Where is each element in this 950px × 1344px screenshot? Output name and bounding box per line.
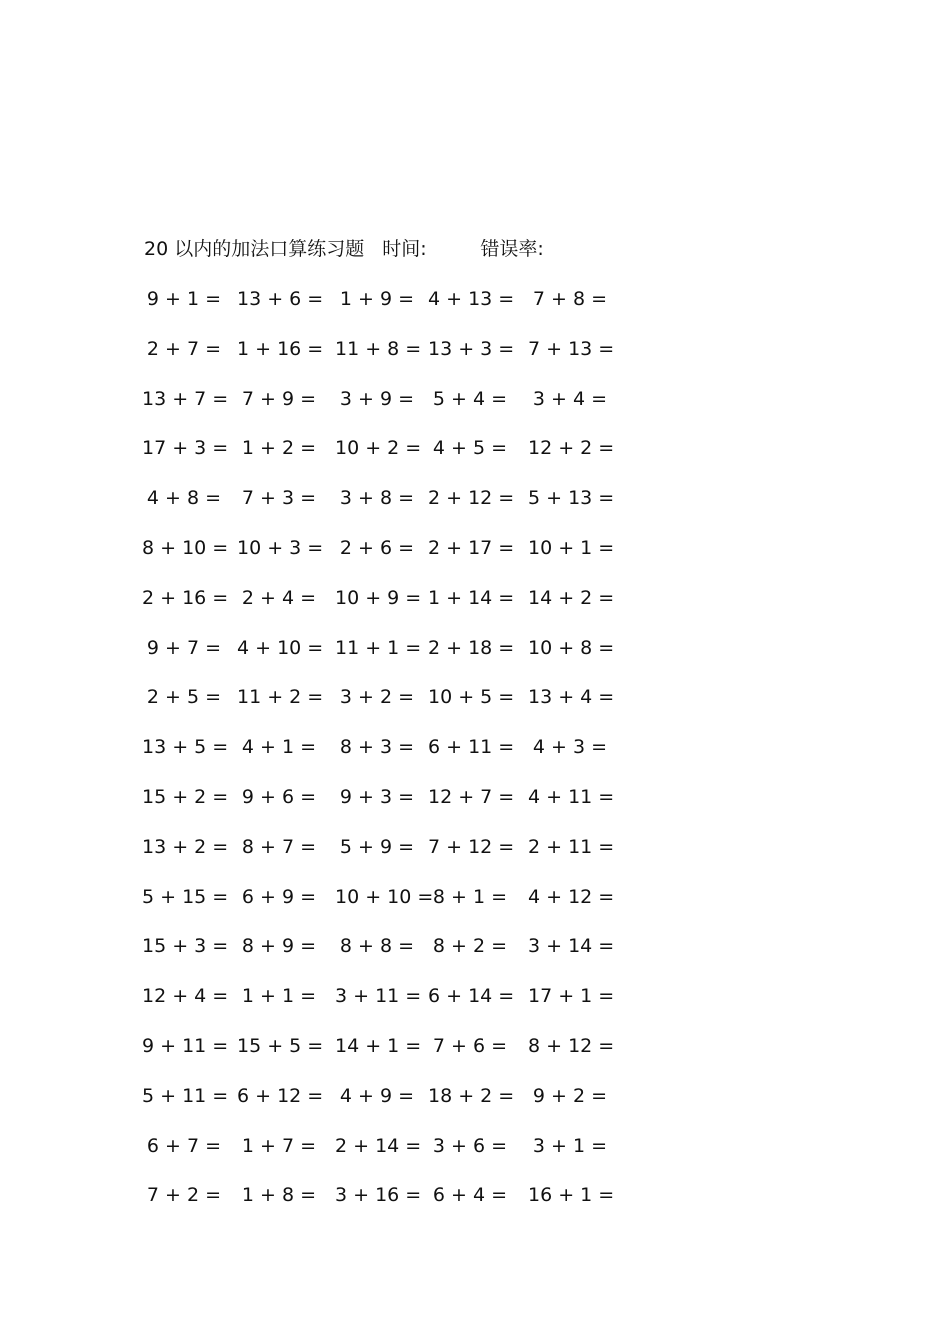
problem-item: 1 + 9 = xyxy=(339,288,415,310)
problem-row xyxy=(0,384,950,414)
problem-item: 3 + 11 = xyxy=(335,985,422,1007)
problem-item: 2 + 16 = xyxy=(142,587,229,609)
problem-item: 15 + 3 = xyxy=(142,935,229,957)
problem-item: 13 + 5 = xyxy=(142,736,229,758)
problem-item: 4 + 1 = xyxy=(241,736,317,758)
problem-row xyxy=(0,483,950,513)
problem-item: 3 + 6 = xyxy=(432,1135,508,1157)
problem-item: 1 + 8 = xyxy=(241,1184,317,1206)
problem-item: 14 + 2 = xyxy=(528,587,615,609)
problem-item: 10 + 2 = xyxy=(335,437,422,459)
problem-item: 2 + 6 = xyxy=(339,537,415,559)
problem-row xyxy=(0,832,950,862)
problem-item: 3 + 14 = xyxy=(528,935,615,957)
worksheet-title: 20 以内的加法口算练习题 xyxy=(144,238,365,260)
problem-item: 7 + 2 = xyxy=(146,1184,222,1206)
problem-item: 10 + 9 = xyxy=(335,587,422,609)
problem-item: 9 + 11 = xyxy=(142,1035,229,1057)
problem-row xyxy=(0,633,950,663)
problem-item: 8 + 3 = xyxy=(339,736,415,758)
problem-item: 13 + 6 = xyxy=(237,288,324,310)
problem-item: 3 + 8 = xyxy=(339,487,415,509)
problem-item: 5 + 9 = xyxy=(339,836,415,858)
problem-item: 3 + 9 = xyxy=(339,388,415,410)
problem-item: 4 + 13 = xyxy=(428,288,515,310)
problem-row xyxy=(0,533,950,563)
problem-item: 13 + 4 = xyxy=(528,686,615,708)
problem-item: 7 + 9 = xyxy=(241,388,317,410)
problem-item: 18 + 2 = xyxy=(428,1085,515,1107)
problem-item: 2 + 14 = xyxy=(335,1135,422,1157)
problem-item: 10 + 8 = xyxy=(528,637,615,659)
problem-item: 11 + 8 = xyxy=(335,338,422,360)
problem-item: 12 + 2 = xyxy=(528,437,615,459)
problem-row xyxy=(0,981,950,1011)
problem-item: 6 + 11 = xyxy=(428,736,515,758)
problem-row xyxy=(0,583,950,613)
problem-item: 7 + 13 = xyxy=(528,338,615,360)
problem-row xyxy=(0,284,950,314)
problem-item: 9 + 6 = xyxy=(241,786,317,808)
problem-item: 9 + 3 = xyxy=(339,786,415,808)
problem-row xyxy=(0,682,950,712)
problem-row xyxy=(0,882,950,912)
problem-item: 10 + 1 = xyxy=(528,537,615,559)
problem-item: 5 + 4 = xyxy=(432,388,508,410)
error-rate-label: 错误率: xyxy=(480,238,544,260)
problem-item: 8 + 10 = xyxy=(142,537,229,559)
problem-row xyxy=(0,1031,950,1061)
problem-item: 1 + 14 = xyxy=(428,587,515,609)
problem-item: 6 + 9 = xyxy=(241,886,317,908)
problem-item: 8 + 2 = xyxy=(432,935,508,957)
problem-item: 14 + 1 = xyxy=(335,1035,422,1057)
problem-item: 16 + 1 = xyxy=(528,1184,615,1206)
problem-item: 12 + 7 = xyxy=(428,786,515,808)
problem-item: 11 + 1 = xyxy=(335,637,422,659)
problem-item: 13 + 2 = xyxy=(142,836,229,858)
problem-item: 6 + 7 = xyxy=(146,1135,222,1157)
problem-item: 12 + 4 = xyxy=(142,985,229,1007)
problem-item: 9 + 2 = xyxy=(532,1085,608,1107)
problem-item: 10 + 10 = xyxy=(335,886,434,908)
problem-item: 6 + 4 = xyxy=(432,1184,508,1206)
problem-item: 2 + 17 = xyxy=(428,537,515,559)
problem-item: 8 + 1 = xyxy=(432,886,508,908)
problem-item: 1 + 1 = xyxy=(241,985,317,1007)
problem-item: 7 + 12 = xyxy=(428,836,515,858)
problem-row xyxy=(0,334,950,364)
problem-item: 9 + 1 = xyxy=(146,288,222,310)
problem-item: 8 + 7 = xyxy=(241,836,317,858)
problem-item: 11 + 2 = xyxy=(237,686,324,708)
problem-item: 5 + 15 = xyxy=(142,886,229,908)
problem-item: 2 + 18 = xyxy=(428,637,515,659)
problem-item: 15 + 5 = xyxy=(237,1035,324,1057)
problem-item: 4 + 12 = xyxy=(528,886,615,908)
time-label: 时间: xyxy=(382,238,427,260)
problem-row xyxy=(0,732,950,762)
problem-item: 1 + 16 = xyxy=(237,338,324,360)
problem-item: 13 + 3 = xyxy=(428,338,515,360)
problem-row xyxy=(0,1081,950,1111)
problem-item: 6 + 12 = xyxy=(237,1085,324,1107)
problem-item: 6 + 14 = xyxy=(428,985,515,1007)
problem-item: 3 + 16 = xyxy=(335,1184,422,1206)
problem-row xyxy=(0,1131,950,1161)
problem-item: 10 + 3 = xyxy=(237,537,324,559)
problem-row xyxy=(0,931,950,961)
problem-row xyxy=(0,782,950,812)
problem-item: 5 + 11 = xyxy=(142,1085,229,1107)
problem-item: 5 + 13 = xyxy=(528,487,615,509)
problem-item: 13 + 7 = xyxy=(142,388,229,410)
problem-item: 2 + 11 = xyxy=(528,836,615,858)
problem-item: 7 + 6 = xyxy=(432,1035,508,1057)
problem-item: 7 + 8 = xyxy=(532,288,608,310)
problem-item: 17 + 3 = xyxy=(142,437,229,459)
problem-item: 3 + 2 = xyxy=(339,686,415,708)
problem-item: 7 + 3 = xyxy=(241,487,317,509)
problem-item: 4 + 8 = xyxy=(146,487,222,509)
problem-item: 4 + 3 = xyxy=(532,736,608,758)
problem-item: 17 + 1 = xyxy=(528,985,615,1007)
problem-item: 4 + 10 = xyxy=(237,637,324,659)
problem-item: 8 + 9 = xyxy=(241,935,317,957)
problem-row xyxy=(0,433,950,463)
problem-item: 9 + 7 = xyxy=(146,637,222,659)
problem-item: 1 + 7 = xyxy=(241,1135,317,1157)
problem-item: 2 + 5 = xyxy=(146,686,222,708)
problem-row xyxy=(0,1180,950,1210)
problem-item: 2 + 12 = xyxy=(428,487,515,509)
problem-item: 3 + 4 = xyxy=(532,388,608,410)
problem-item: 15 + 2 = xyxy=(142,786,229,808)
problem-item: 4 + 9 = xyxy=(339,1085,415,1107)
problem-item: 1 + 2 = xyxy=(241,437,317,459)
problem-item: 2 + 7 = xyxy=(146,338,222,360)
problem-item: 8 + 12 = xyxy=(528,1035,615,1057)
problem-item: 3 + 1 = xyxy=(532,1135,608,1157)
problem-item: 10 + 5 = xyxy=(428,686,515,708)
problem-item: 4 + 5 = xyxy=(432,437,508,459)
problem-item: 8 + 8 = xyxy=(339,935,415,957)
problem-item: 2 + 4 = xyxy=(241,587,317,609)
problem-item: 4 + 11 = xyxy=(528,786,615,808)
